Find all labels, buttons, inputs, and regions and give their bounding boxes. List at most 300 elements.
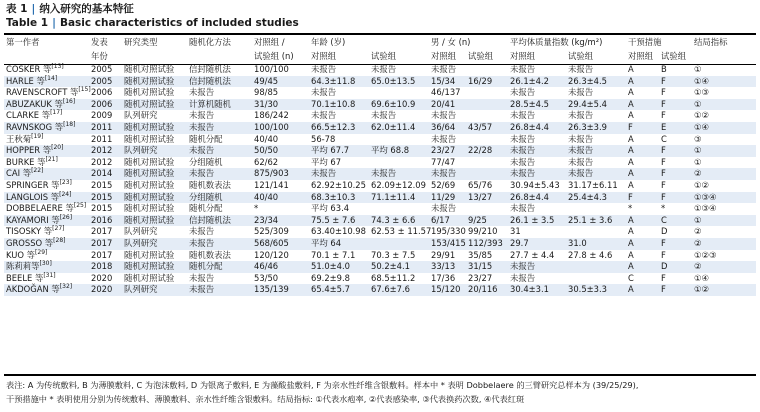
cell-sex-control	[429, 87, 466, 99]
reference-citation[interactable]: [32]	[59, 283, 73, 291]
cell-year	[89, 261, 122, 273]
cell-intervention-control	[626, 226, 659, 238]
cell-age-trial	[369, 192, 429, 204]
cell-author	[4, 134, 89, 146]
cell-intervention-trial-text: F	[661, 237, 666, 248]
cell-intervention-trial-text: *	[661, 203, 666, 214]
cell-intervention-control	[626, 157, 659, 169]
reference-citation[interactable]: [13]	[51, 63, 64, 71]
reference-citation[interactable]: [21]	[45, 155, 58, 163]
cell-sample-size	[252, 76, 309, 88]
cell-age-trial-text: 69.6±10.9	[371, 98, 416, 109]
cell-sex-control-text: 29/91	[431, 249, 456, 260]
cell-outcome-text: ①	[694, 98, 702, 109]
cell-randomization-text: 未报告	[189, 237, 215, 248]
cell-bmi-control	[508, 87, 566, 99]
reference-citation[interactable]: [23]	[59, 179, 72, 187]
cell-sex-control	[429, 215, 466, 227]
cell-design-text: 随机对照试验	[124, 214, 175, 225]
cell-age-trial-text: 65.0±13.5	[371, 75, 416, 86]
cell-sex-trial-text: 9/25	[468, 214, 487, 225]
cell-sex-trial	[466, 134, 508, 146]
cell-intervention-control	[626, 99, 659, 111]
cell-intervention-trial	[659, 250, 692, 262]
cell-intervention-trial-text: F	[661, 249, 666, 260]
cell-sex-trial	[466, 64, 508, 76]
table-row	[4, 110, 756, 122]
cell-bmi-trial-text: 未报告	[568, 133, 594, 144]
cell-age-control	[309, 203, 369, 215]
cell-sample-size-text: 40/40	[254, 133, 279, 144]
reference-citation[interactable]: [27]	[52, 225, 65, 233]
cell-year	[89, 203, 122, 215]
cell-age-trial-text: 68.5±11.2	[371, 272, 416, 283]
cell-author	[4, 122, 89, 134]
reference-citation[interactable]: [18]	[63, 121, 76, 129]
cell-intervention-trial	[659, 87, 692, 99]
cell-randomization	[187, 261, 252, 273]
table-row	[4, 87, 756, 99]
cell-bmi-trial	[566, 261, 626, 273]
cell-year	[89, 168, 122, 180]
cell-bmi-control	[508, 273, 566, 285]
reference-citation[interactable]: [24]	[59, 190, 72, 198]
cell-bmi-control	[508, 180, 566, 192]
cell-intervention-control-text: A	[628, 87, 634, 98]
cell-year	[89, 273, 122, 285]
cell-randomization-text: 信封随机法	[189, 214, 231, 225]
cell-year-text: 2016	[91, 214, 113, 225]
cell-outcome	[692, 145, 756, 157]
cell-author	[4, 157, 89, 169]
cell-design	[122, 226, 187, 238]
cell-outcome	[692, 226, 756, 238]
cell-randomization	[187, 110, 252, 122]
cell-intervention-control	[626, 215, 659, 227]
cell-outcome	[692, 284, 756, 296]
cell-author-text: GROSSO 等	[6, 237, 54, 248]
cell-bmi-trial-text: 未报告	[568, 145, 594, 156]
cell-age-trial-text: 67.6±7.6	[371, 284, 410, 295]
reference-citation[interactable]: [16]	[62, 97, 76, 105]
cell-age-trial	[369, 64, 429, 76]
header-age: 年龄 (岁)	[311, 37, 346, 47]
cell-sex-trial	[466, 110, 508, 122]
cell-bmi-trial-text: 未报告	[568, 87, 594, 98]
cell-author-text: ABUZAKUK 等	[6, 98, 63, 109]
cell-age-trial-text: 未报告	[371, 64, 397, 74]
cell-outcome	[692, 134, 756, 146]
cell-outcome	[692, 203, 756, 215]
cell-intervention-trial-text: F	[661, 191, 666, 202]
cell-sex-control	[429, 157, 466, 169]
reference-citation[interactable]: [17]	[50, 109, 63, 117]
cell-randomization	[187, 76, 252, 88]
cell-design	[122, 157, 187, 169]
cell-sample-size-text: 98/85	[254, 87, 279, 98]
cell-year	[89, 250, 122, 262]
cell-outcome	[692, 99, 756, 111]
cell-outcome	[692, 168, 756, 180]
table-row	[4, 134, 756, 146]
cell-outcome-text: ①②	[694, 179, 710, 190]
cell-sex-trial-text: 99/210	[468, 226, 498, 237]
cell-author	[4, 215, 89, 227]
cell-intervention-control-text: A	[628, 168, 634, 179]
cell-sex-trial	[466, 76, 508, 88]
cell-sex-control-text: 11/29	[431, 191, 456, 202]
cell-randomization	[187, 226, 252, 238]
table-row	[4, 261, 756, 273]
cell-bmi-control	[508, 134, 566, 146]
cell-outcome	[692, 192, 756, 204]
cell-sex-trial	[466, 168, 508, 180]
cell-age-trial	[369, 145, 429, 157]
cell-age-trial	[369, 226, 432, 238]
cell-randomization-text: 信封随机法	[189, 64, 231, 74]
header-outcome: 结局指标	[694, 37, 728, 47]
cell-age-control-text: 平均 63.4	[311, 203, 350, 214]
header-intervention: 干预措施	[628, 37, 662, 47]
cell-intervention-control-text: A	[628, 284, 634, 295]
cell-age-control	[309, 145, 369, 157]
cell-randomization-text: 随机分配	[189, 261, 223, 272]
cell-design-text: 随机对照试验	[124, 121, 175, 132]
cell-bmi-trial-text: 31.17±6.11	[568, 179, 618, 190]
cell-age-trial	[369, 99, 429, 111]
reference-citation[interactable]: [25]	[73, 202, 87, 210]
cell-age-trial	[369, 122, 429, 134]
cell-age-control-text: 未报告	[311, 64, 337, 74]
reference-citation[interactable]: [14]	[44, 74, 58, 82]
table-number-en: Table 1	[6, 17, 49, 29]
cell-age-trial	[369, 180, 429, 192]
cell-year	[89, 134, 122, 146]
cell-sex-control	[429, 273, 466, 285]
cell-age-trial	[369, 250, 429, 262]
cell-bmi-control-text: 26.1 ± 3.5	[510, 214, 555, 225]
cell-randomization	[187, 192, 252, 204]
cell-sex-trial	[466, 122, 508, 134]
cell-intervention-trial-text: C	[661, 214, 667, 225]
cell-age-trial	[369, 168, 429, 180]
cell-age-control-text: 平均 67	[311, 156, 342, 167]
cell-sample-size-text: 50/50	[254, 145, 279, 156]
cell-age-control	[309, 64, 369, 76]
cell-sex-control	[429, 203, 466, 215]
cell-intervention-trial	[659, 203, 692, 215]
cell-sex-control	[429, 261, 466, 273]
cell-randomization-text: 未报告	[189, 284, 215, 295]
cell-year	[89, 122, 122, 134]
header-sex-control: 对照组	[431, 51, 457, 61]
cell-bmi-control-text: 30.4±3.1	[510, 284, 549, 295]
cell-author-text: LANGLOIS 等	[6, 191, 60, 202]
cell-bmi-trial-text: 27.8 ± 4.6	[568, 249, 613, 260]
header-sex: 男 / 女 (n)	[431, 37, 471, 47]
cell-author-text: 王秋菊	[6, 133, 32, 144]
caption-separator-en: |	[52, 17, 56, 29]
cell-age-control-text: 62.92±10.25	[311, 179, 366, 190]
cell-age-control-text: 未报告	[311, 168, 337, 179]
cell-sample-size	[252, 168, 309, 180]
cell-outcome	[692, 273, 756, 285]
cell-bmi-trial-text: 26.3±4.5	[568, 75, 607, 86]
cell-sample-size-text: 135/139	[254, 284, 289, 295]
header-groups-2: 试验组 (n)	[254, 51, 294, 61]
cell-age-control-text: 63.40±10.98	[311, 226, 366, 237]
cell-design-text: 随机对照试验	[124, 98, 175, 109]
table-row	[4, 99, 756, 111]
cell-bmi-trial-text: 未报告	[568, 156, 594, 167]
cell-age-control	[309, 273, 369, 285]
cell-randomization	[187, 284, 252, 296]
cell-age-trial-text: 62.09±12.09	[371, 179, 426, 190]
cell-age-control-text: 未报告	[311, 87, 337, 98]
reference-citation[interactable]: [29]	[35, 248, 48, 256]
bottom-rule	[4, 374, 756, 376]
cell-intervention-trial-text: F	[661, 179, 666, 190]
cell-sample-size	[252, 261, 309, 273]
cell-author	[4, 203, 89, 215]
cell-design	[122, 145, 187, 157]
cell-outcome-text: ①③	[694, 87, 710, 98]
cell-sample-size-text: 100/100	[254, 64, 289, 74]
cell-age-trial-text: 未报告	[371, 110, 397, 121]
cell-intervention-control-text: A	[628, 249, 634, 260]
cell-bmi-control-text: 未报告	[510, 261, 536, 272]
cell-sex-trial-text: 16/29	[468, 75, 493, 86]
cell-intervention-control-text: A	[628, 156, 634, 167]
cell-design-text: 随机对照试验	[124, 179, 175, 190]
cell-intervention-trial-text: F	[661, 110, 666, 121]
cell-bmi-control-text: 27.7 ± 4.4	[510, 249, 555, 260]
cell-intervention-trial	[659, 215, 692, 227]
cell-sample-size-text: *	[254, 203, 259, 214]
cell-intervention-trial-text: F	[661, 75, 666, 86]
caption-separator: |	[31, 3, 36, 15]
cell-randomization-text: 随机分配	[189, 203, 223, 214]
cell-sex-control	[429, 284, 466, 296]
cell-sex-control-text: 未报告	[431, 203, 457, 214]
cell-intervention-control-text: C	[628, 272, 634, 283]
cell-year-text: 2015	[91, 179, 113, 190]
cell-age-trial	[369, 261, 429, 273]
cell-sample-size	[252, 122, 309, 134]
header-int-trial: 试验组	[661, 51, 687, 61]
cell-year	[89, 226, 122, 238]
cell-outcome-text: ①④	[694, 121, 710, 132]
cell-age-control	[309, 87, 369, 99]
cell-design-text: 随机对照试验	[124, 133, 175, 144]
cell-bmi-trial	[566, 226, 626, 238]
cell-bmi-control	[508, 110, 566, 122]
cell-outcome-text: ①④	[694, 272, 710, 283]
cell-sex-trial-text: 112/393	[468, 237, 503, 248]
reference-citation[interactable]: [15]	[78, 86, 91, 94]
cell-age-control-text: 66.5±12.3	[311, 121, 356, 132]
cell-sample-size	[252, 238, 309, 250]
table-row	[4, 250, 756, 262]
cell-intervention-control-text: A	[628, 110, 634, 121]
cell-design-text: 随机对照试验	[124, 75, 175, 86]
header-sex-trial: 试验组	[468, 51, 494, 61]
cell-age-control-text: 70.1 ± 7.1	[311, 249, 356, 260]
cell-outcome-text: ①④	[694, 75, 710, 86]
cell-design-text: 随机对照试验	[124, 64, 175, 74]
cell-author-text: BURKE 等	[6, 156, 46, 167]
cell-sample-size-text: 525/309	[254, 226, 289, 237]
cell-randomization-text: 随机数表法	[189, 249, 231, 260]
cell-randomization-text: 未报告	[189, 121, 215, 132]
cell-randomization-text: 随机分配	[189, 133, 223, 144]
cell-sex-control-text: 未报告	[431, 64, 457, 74]
cell-randomization	[187, 168, 252, 180]
cell-bmi-control	[508, 215, 566, 227]
cell-randomization-text: 未报告	[189, 168, 215, 179]
cell-intervention-control	[626, 110, 659, 122]
cell-outcome-text: ①②	[694, 110, 710, 121]
cell-author	[4, 76, 89, 88]
cell-bmi-control	[508, 168, 566, 180]
reference-citation[interactable]: [26]	[59, 213, 73, 221]
cell-bmi-trial-text: 29.4±5.4	[568, 98, 607, 109]
cell-sex-control	[429, 250, 466, 262]
cell-outcome-text: ②	[694, 237, 702, 248]
cell-age-control	[309, 215, 369, 227]
cell-author-text: DOBBELAERE 等	[6, 203, 74, 214]
cell-year	[89, 110, 122, 122]
cell-bmi-control	[508, 284, 566, 296]
cell-intervention-trial-text: C	[661, 133, 667, 144]
reference-citation[interactable]: [19]	[31, 132, 44, 140]
cell-bmi-control	[508, 250, 566, 262]
cell-sex-trial-text: 22/28	[468, 145, 493, 156]
table-row	[4, 226, 756, 238]
cell-sex-trial	[466, 157, 508, 169]
cell-intervention-trial-text: F	[661, 284, 666, 295]
reference-citation[interactable]: [22]	[31, 167, 44, 175]
cell-sample-size-text: 875/903	[254, 168, 289, 179]
cell-randomization	[187, 203, 252, 215]
cell-bmi-control-text: 30.94±5.43	[510, 179, 560, 190]
cell-bmi-trial-text: 未报告	[568, 110, 594, 121]
cell-intervention-trial	[659, 238, 692, 250]
cell-sex-trial	[466, 180, 508, 192]
reference-citation[interactable]: [28]	[53, 237, 66, 245]
cell-year-text: 2020	[91, 272, 113, 283]
cell-year-text: 2011	[91, 133, 113, 144]
cell-bmi-control-text: 未报告	[510, 272, 536, 283]
cell-year	[89, 87, 122, 99]
cell-intervention-trial	[659, 122, 692, 134]
cell-age-control	[309, 168, 369, 180]
cell-sex-control-text: 23/27	[431, 145, 456, 156]
cell-design	[122, 215, 187, 227]
cell-outcome	[692, 122, 756, 134]
cell-author-text: COSKER 等	[6, 64, 52, 74]
cell-bmi-trial-text: 31.0	[568, 237, 587, 248]
cell-outcome-text: ①	[694, 214, 702, 225]
cell-sex-trial	[466, 238, 508, 250]
cell-design-text: 随机对照试验	[124, 272, 175, 283]
cell-bmi-trial	[566, 99, 626, 111]
cell-bmi-trial	[566, 180, 626, 192]
cell-intervention-trial-text: E	[661, 121, 667, 132]
cell-sex-control-text: 195/330	[431, 226, 466, 237]
cell-year-text: 2005	[91, 64, 113, 74]
cell-design	[122, 99, 187, 111]
cell-intervention-trial	[659, 226, 692, 238]
cell-sex-control-text: 6/17	[431, 214, 450, 225]
cell-intervention-control	[626, 134, 659, 146]
cell-intervention-control	[626, 273, 659, 285]
cell-sex-trial	[466, 215, 508, 227]
cell-author-text: HOPPER 等	[6, 145, 52, 156]
cell-intervention-trial-text: F	[661, 168, 666, 179]
cell-intervention-control-text: A	[628, 133, 634, 144]
cell-age-trial-text: 62.0±11.4	[371, 121, 416, 132]
cell-age-control-text: 平均 64	[311, 237, 342, 248]
cell-intervention-trial	[659, 99, 692, 111]
cell-sample-size	[252, 157, 309, 169]
cell-sex-control	[429, 168, 466, 180]
table-title-cn	[6, 2, 134, 16]
cell-year	[89, 192, 122, 204]
cell-sex-trial-text: 31/15	[468, 261, 493, 272]
cell-year	[89, 157, 122, 169]
cell-intervention-control	[626, 145, 659, 157]
cell-randomization	[187, 250, 252, 262]
cell-year-text: 2014	[91, 168, 113, 179]
cell-author-text: KUO 等	[6, 249, 36, 260]
cell-randomization-text: 未报告	[189, 87, 215, 98]
cell-bmi-trial	[566, 134, 626, 146]
cell-outcome	[692, 76, 756, 88]
cell-intervention-trial	[659, 134, 692, 146]
cell-year-text: 2017	[91, 226, 113, 237]
cell-year-text: 2017	[91, 237, 113, 248]
cell-author	[4, 87, 89, 99]
cell-randomization-text: 未报告	[189, 272, 215, 283]
reference-citation[interactable]: [30]	[39, 260, 52, 268]
cell-bmi-control-text: 未报告	[510, 133, 536, 144]
cell-age-trial	[369, 215, 429, 227]
cell-year-text: 2015	[91, 203, 113, 214]
cell-intervention-control	[626, 261, 659, 273]
cell-age-trial-text: 70.3 ± 7.5	[371, 249, 416, 260]
cell-randomization-text: 计算机随机	[189, 98, 231, 109]
cell-bmi-control-text: 26.8±4.4	[510, 121, 549, 132]
header-age-trial: 试验组	[371, 51, 397, 61]
cell-bmi-control-text: 31	[510, 226, 521, 237]
cell-year-text: 2006	[91, 98, 113, 109]
cell-author-text: RAVNSKOG 等	[6, 121, 64, 132]
cell-intervention-control-text: A	[628, 214, 634, 225]
cell-intervention-trial	[659, 192, 692, 204]
cell-sample-size-text: 62/62	[254, 156, 279, 167]
cell-sex-trial-text: 43/57	[468, 121, 493, 132]
cell-author-text: TISOSKY 等	[6, 226, 53, 237]
reference-citation[interactable]: [31]	[43, 271, 56, 279]
cell-age-trial	[369, 110, 429, 122]
reference-citation[interactable]: [20]	[51, 144, 64, 152]
cell-bmi-trial-text: 25.1 ± 3.6	[568, 214, 613, 225]
cell-author	[4, 284, 89, 296]
header-bmi-control: 对照组	[510, 51, 536, 61]
cell-intervention-control-text: A	[628, 64, 634, 74]
cell-sex-control-text: 15/120	[431, 284, 461, 295]
